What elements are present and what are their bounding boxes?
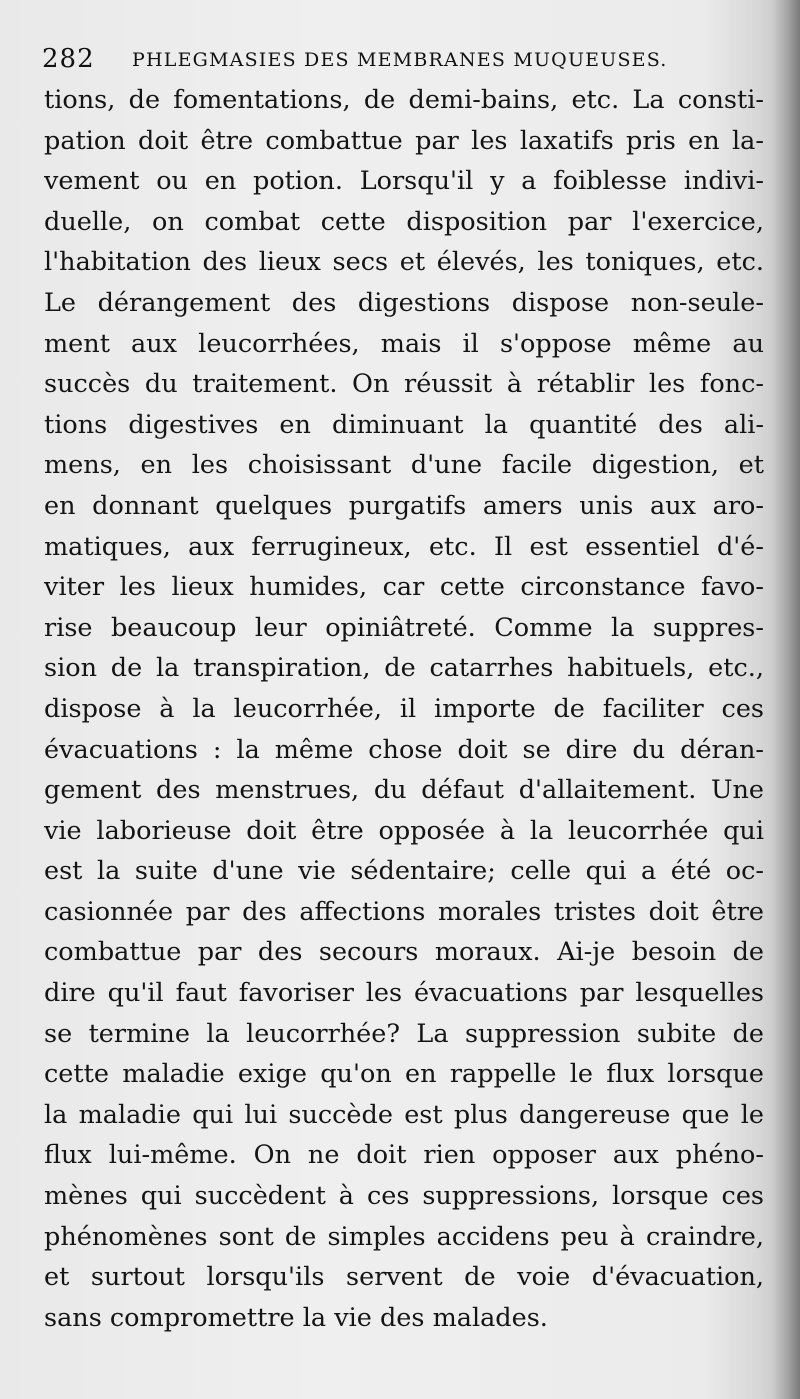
body-text [44,80,764,1338]
text-line: Le dérangement des digestions dispose non-seule- [44,287,764,318]
text-line: viter les lieux humides, car cette circonstance favo- [44,572,764,603]
text-line: l'habitation des lieux secs et élevés, les toniques, etc. [44,247,764,278]
page-gutter-shadow [772,0,800,1399]
text-line: mènes qui succèdent à ces suppressions, lorsque ces [44,1181,764,1212]
text-line: mens, en les choisissant d'une facile digestion, et [44,450,764,481]
text-line: casionnée par des affections morales tristes doit être [44,896,764,927]
text-line: pation doit être combattue par les laxatifs pris en la- [44,125,764,156]
text-line: vement ou en potion. Lorsqu'il y a foiblesse indivi- [44,166,764,197]
text-line: la maladie qui lui succède est plus dangereuse que le [44,1099,764,1130]
text-line: se termine la leucorrhée? La suppression subite de [44,1018,764,1049]
text-line: rise beaucoup leur opiniâtreté. Comme la suppres- [44,612,764,643]
text-line: en donnant quelques purgatifs amers unis aux aro- [44,490,764,521]
running-title: PHLEGMASIES DES MEMBRANES MUQUEUSES. [132,49,668,71]
text-line: dire qu'il faut favoriser les évacuations par lesquelles [44,978,764,1009]
text-line-last: sans compromettre la vie des malades. [44,1302,548,1333]
page-number: 282 [42,44,95,74]
text-line: évacuations : la même chose doit se dire du déran- [44,734,764,765]
text-line: duelle, on combat cette disposition par l'exercice, [44,206,764,237]
text-line: ment aux leucorrhées, mais il s'oppose même au [44,328,764,359]
running-header [42,44,692,78]
text-line: gement des menstrues, du défaut d'allaitement. Une [44,775,764,806]
text-line: phénomènes sont de simples accidens peu à craindre, [44,1221,764,1252]
text-line: sion de la transpiration, de catarrhes habituels, etc., [44,653,764,684]
text-line: vie laborieuse doit être opposée à la leucorrhée qui [44,815,764,846]
text-line: tions digestives en diminuant la quantité des ali- [44,409,764,440]
text-line: dispose à la leucorrhée, il importe de faciliter ces [44,693,764,724]
text-line: tions, de fomentations, de demi-bains, etc. La consti- [44,85,764,115]
text-line: combattue par des secours moraux. Ai-je besoin de [44,937,764,968]
text-line: flux lui-même. On ne doit rien opposer aux phéno- [44,1140,764,1171]
text-line: succès du traitement. On réussit à rétablir les fonc- [44,369,764,400]
text-line: cette maladie exige qu'on en rappelle le flux lorsque [44,1059,764,1090]
text-line: et surtout lorsqu'ils servent de voie d'évacuation, [44,1262,764,1293]
text-line: matiques, aux ferrugineux, etc. Il est essentiel d'é- [44,531,764,562]
text-line: est la suite d'une vie sédentaire; celle qui a été oc- [44,856,764,887]
